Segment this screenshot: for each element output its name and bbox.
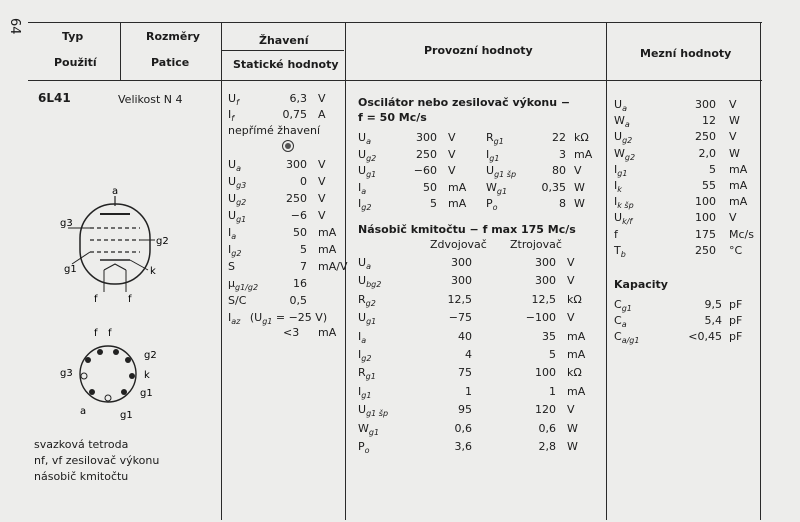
mult-unit: mA <box>567 384 586 398</box>
mult-unit: V <box>567 311 575 325</box>
osc-value: −60 <box>413 164 437 177</box>
static-unit: V <box>318 158 326 171</box>
limit-value: 100 <box>695 211 716 225</box>
osc-symbol: $R_{g1}$ <box>486 131 504 146</box>
mult-value-tripler: 5 <box>549 348 556 361</box>
header-provozni-hodnoty: Provozní hodnoty <box>424 44 533 57</box>
svg-text:f: f <box>94 328 98 339</box>
osc-unit: mA <box>574 147 593 161</box>
osc-value: 80 <box>552 164 566 177</box>
limit-symbol: $I_k$ <box>614 179 622 194</box>
label-f-right: f <box>128 294 132 305</box>
mult-value-doubler: 300 <box>451 274 472 288</box>
osc-value: 8 <box>559 197 566 210</box>
iaz-row: $I_{az}$ ($U_{g1} = -25$ V) <box>228 311 328 326</box>
mult-value-tripler: 300 <box>535 256 556 269</box>
heating-value: 6,3 <box>289 92 307 105</box>
osc-title-2: f = 50 Mc/s <box>358 111 427 124</box>
limit-symbol: $U_{k/f}$ <box>614 211 633 227</box>
limit-value: 100 <box>695 195 716 209</box>
osc-unit: W <box>574 197 585 210</box>
mult-unit: V <box>567 274 575 288</box>
tube-size: Velikost N 4 <box>118 93 183 106</box>
osc-symbol: $U_{g2}$ <box>358 147 377 163</box>
tube-type: 6L41 <box>38 91 71 105</box>
osc-unit: mA <box>448 180 467 194</box>
static-unit: V <box>318 175 326 188</box>
tube-description-3: násobič kmitočtu <box>34 470 129 483</box>
osc-unit: kΩ <box>574 131 589 144</box>
mult-value-tripler: 12,5 <box>531 292 556 306</box>
mult-unit: kΩ <box>567 292 582 306</box>
mult-value-tripler: 1 <box>549 384 556 398</box>
svg-text:g2: g2 <box>144 350 157 361</box>
osc-unit: W <box>574 180 585 194</box>
mult-value-doubler: 95 <box>458 403 472 417</box>
capacity-unit: pF <box>729 298 743 311</box>
mult-symbol: $R_{g2}$ <box>358 292 376 308</box>
header-bottom-border <box>28 80 762 81</box>
osc-symbol: $I_{g2}$ <box>358 197 372 212</box>
capacity-symbol: $C_{a/g1}$ <box>614 330 640 345</box>
multiplier-col-tripler: Ztrojovač <box>510 238 562 251</box>
header-pouziti: Použití <box>54 56 97 69</box>
osc-symbol: $U_{g1}$ <box>358 164 377 179</box>
iaz-value: <3 <box>283 326 300 339</box>
limit-unit: V <box>729 130 737 144</box>
static-value: 0 <box>300 175 307 188</box>
limit-value: 300 <box>695 98 716 111</box>
capacity-value: <0,45 <box>688 330 722 343</box>
limit-unit: V <box>729 211 737 225</box>
mult-unit: mA <box>567 348 586 361</box>
mult-value-doubler: 12,5 <box>447 292 472 306</box>
mult-value-tripler: 300 <box>535 274 556 288</box>
mult-value-tripler: 0,6 <box>538 421 556 435</box>
limit-symbol: $W_{g2}$ <box>614 146 636 162</box>
static-value: −6 <box>290 209 307 222</box>
label-a: a <box>112 186 119 197</box>
mult-symbol: $W_{g1}$ <box>358 421 380 437</box>
header-typ: Typ <box>62 30 84 43</box>
limit-unit: V <box>729 98 737 111</box>
mult-value-doubler: 300 <box>451 256 472 269</box>
svg-text:g1: g1 <box>120 410 133 421</box>
limit-symbol: f <box>614 227 618 241</box>
limit-value: 250 <box>695 130 716 144</box>
static-value: 0,5 <box>289 294 307 307</box>
mult-unit: V <box>567 403 575 417</box>
static-symbol: $U_{g1}$ <box>228 209 247 224</box>
limit-unit: °C <box>729 243 743 257</box>
label-k: k <box>150 266 156 277</box>
static-symbol: $U_{g2}$ <box>228 192 247 207</box>
header-patice: Patice <box>151 56 190 69</box>
mult-value-tripler: 2,8 <box>538 440 556 453</box>
multiplier-col-doubler: Zdvojovač <box>430 238 487 251</box>
capacity-unit: pF <box>729 330 743 343</box>
mult-value-doubler: 0,6 <box>454 421 472 435</box>
heating-symbol: $I_f$ <box>228 108 235 123</box>
tube-description-2: nf, vf zesilovač výkonu <box>34 454 160 467</box>
osc-value: 250 <box>416 147 437 161</box>
label-f-left: f <box>94 294 98 305</box>
mult-unit: W <box>567 421 578 435</box>
mult-value-tripler: 100 <box>535 366 556 380</box>
mult-symbol: $I_{g1}$ <box>358 384 372 400</box>
svg-text:g3: g3 <box>60 368 73 379</box>
osc-unit: V <box>448 147 456 161</box>
osc-title-1: Oscilátor nebo zesilovač výkonu − <box>358 96 571 109</box>
mult-symbol: $I_a$ <box>358 329 367 345</box>
limit-value: 55 <box>702 179 716 192</box>
static-value: 5 <box>300 243 307 256</box>
header-zhaveni: Žhavení <box>259 34 309 47</box>
osc-unit: V <box>574 164 582 177</box>
svg-text:g1: g1 <box>140 388 153 399</box>
mult-value-doubler: 3,6 <box>454 440 472 453</box>
limit-unit: mA <box>729 162 748 176</box>
page-number: 64 <box>7 18 22 35</box>
static-unit: V <box>318 209 326 222</box>
mult-value-doubler: 75 <box>458 366 472 380</box>
label-g1: g1 <box>64 264 77 275</box>
iaz-unit: mA <box>318 326 337 339</box>
mult-unit: kΩ <box>567 366 582 380</box>
osc-symbol: $P_o$ <box>486 197 498 212</box>
svg-text:f: f <box>108 328 112 339</box>
static-symbol: S <box>228 260 235 273</box>
osc-value: 5 <box>430 197 437 210</box>
capacity-symbol: $C_{g1}$ <box>614 298 632 313</box>
static-unit: mA <box>318 243 337 256</box>
capacities-title: Kapacity <box>614 278 668 291</box>
osc-unit: mA <box>448 197 467 210</box>
limit-symbol: $T_b$ <box>614 243 626 259</box>
limit-value: 12 <box>702 114 716 128</box>
static-unit: mA/V <box>318 260 348 273</box>
heating-value: 0,75 <box>282 108 307 121</box>
svg-text:a: a <box>80 406 87 417</box>
mult-symbol: $I_{g2}$ <box>358 348 372 363</box>
mult-value-tripler: −100 <box>525 311 556 325</box>
heating-unit: V <box>318 92 326 105</box>
label-g3: g3 <box>60 218 73 229</box>
static-unit: mA <box>318 226 337 239</box>
top-border <box>28 22 762 23</box>
label-g2: g2 <box>156 236 169 247</box>
mult-symbol: $U_a$ <box>358 256 371 271</box>
mult-value-tripler: 35 <box>542 329 556 343</box>
mult-unit: V <box>567 256 575 269</box>
mult-symbol: $U_{g1}$ <box>358 311 377 327</box>
static-symbol: $\mu_{g1/g2}$ <box>228 277 259 292</box>
mult-value-doubler: 4 <box>465 348 472 361</box>
static-unit: V <box>318 192 326 205</box>
static-value: 7 <box>300 260 307 273</box>
limit-unit: W <box>729 146 740 160</box>
col-divider-2 <box>221 22 222 520</box>
limit-value: 250 <box>695 243 716 257</box>
tube-description-1: svazková tetroda <box>34 438 129 451</box>
osc-value: 22 <box>552 131 566 144</box>
static-symbol: $U_a$ <box>228 158 241 173</box>
heater-symbol-icon <box>281 139 295 153</box>
osc-symbol: $U_a$ <box>358 131 371 146</box>
mult-unit: mA <box>567 329 586 343</box>
mult-value-doubler: −75 <box>448 311 472 325</box>
osc-unit: V <box>448 164 456 177</box>
static-value: 16 <box>293 277 307 290</box>
heating-unit: A <box>318 108 326 121</box>
heating-symbol: $U_f$ <box>228 92 239 107</box>
multiplier-title: Násobič kmitočtu − f max 175 Mc/s <box>358 223 576 236</box>
mult-unit: W <box>567 440 578 453</box>
capacity-value: 5,4 <box>704 314 722 327</box>
static-value: 50 <box>293 226 307 239</box>
capacity-value: 9,5 <box>704 298 722 311</box>
static-symbol: $I_a$ <box>228 226 237 241</box>
heating-note: nepřímé žhavení <box>228 124 321 137</box>
mult-symbol: $R_{g1}$ <box>358 366 376 382</box>
limit-symbol: $I_{k šp}$ <box>614 195 634 211</box>
osc-symbol: $I_a$ <box>358 180 367 196</box>
svg-text:k: k <box>144 370 150 381</box>
osc-unit: V <box>448 131 456 144</box>
limit-unit: mA <box>729 179 748 192</box>
osc-value: 3 <box>559 147 566 161</box>
mult-symbol: $P_o$ <box>358 440 370 455</box>
limit-value: 5 <box>709 162 716 176</box>
osc-value: 0,35 <box>541 180 566 194</box>
limit-unit: mA <box>729 195 748 209</box>
mult-value-doubler: 40 <box>458 329 472 343</box>
osc-value: 300 <box>416 131 437 144</box>
col-divider-1 <box>120 22 121 80</box>
static-symbol: $U_{g3}$ <box>228 175 247 190</box>
osc-symbol: $I_{g1}$ <box>486 147 500 163</box>
tube-symbol-diagram <box>60 184 180 306</box>
capacity-unit: pF <box>729 314 743 327</box>
osc-symbol: $U_{g1 šp}$ <box>486 164 517 179</box>
static-value: 250 <box>286 192 307 205</box>
right-border <box>760 22 761 520</box>
header-mezni-hodnoty: Mezní hodnoty <box>640 47 732 60</box>
header-midline <box>222 50 344 51</box>
static-symbol: $I_{g2}$ <box>228 243 242 258</box>
osc-value: 50 <box>423 180 437 194</box>
limit-symbol: $U_{g2}$ <box>614 130 633 146</box>
mult-value-tripler: 120 <box>535 403 556 417</box>
pinout-diagram <box>58 326 178 422</box>
limit-value: 2,0 <box>698 146 716 160</box>
mult-symbol: $U_{g1 šp}$ <box>358 403 389 419</box>
static-symbol: S/C <box>228 294 247 307</box>
capacity-symbol: $C_a$ <box>614 314 627 329</box>
limit-value: 175 <box>695 227 716 241</box>
static-value: 300 <box>286 158 307 171</box>
limit-symbol: $U_a$ <box>614 98 627 113</box>
header-staticke-hodnoty: Statické hodnoty <box>233 58 339 71</box>
col-divider-4 <box>606 22 607 520</box>
limit-symbol: $W_a$ <box>614 114 630 130</box>
limit-symbol: $I_{g1}$ <box>614 162 628 178</box>
limit-unit: W <box>729 114 740 128</box>
mult-symbol: $U_{bg2}$ <box>358 274 382 290</box>
limit-unit: Mc/s <box>729 227 754 241</box>
osc-symbol: $W_{g1}$ <box>486 180 508 196</box>
header-rozmery: Rozměry <box>146 30 200 43</box>
mult-value-doubler: 1 <box>465 384 472 398</box>
